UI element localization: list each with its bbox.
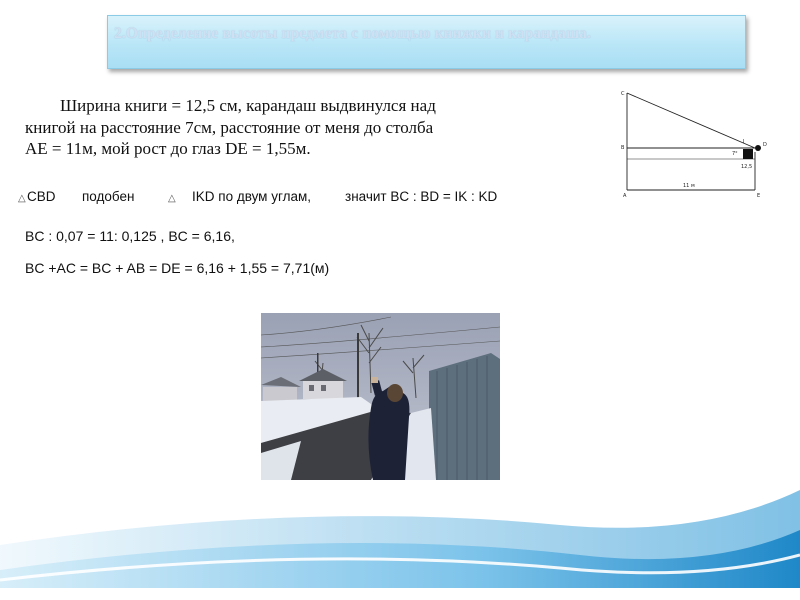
calculation-2: BC +AC = BC + AB = DE = 6,16 + 1,55 = 7,71(м) (25, 260, 330, 276)
triangle-icon: △ (18, 193, 26, 204)
decorative-wave (0, 470, 800, 600)
label-a: A (623, 193, 627, 199)
book-icon (743, 149, 753, 159)
problem-line-2: книгой на расстояние 7см, расстояние от меня до столба (25, 117, 434, 137)
problem-line-1: Ширина книги = 12,5 см, карандаш выдвинулся над (60, 96, 436, 115)
slide-title: 2.Определение высоты предмета с помощью книжки и карандаша. (114, 25, 592, 42)
triangle-ikd: IKD по двум углам, (192, 189, 312, 204)
title-banner (107, 15, 746, 69)
label-e: E (757, 193, 761, 199)
calculation-1: BC : 0,07 = 11: 0,125 , BC = 6,16, (25, 228, 235, 244)
field-photo (261, 313, 500, 480)
label-angle: 7° (732, 151, 738, 157)
geometry-diagram (615, 86, 775, 201)
problem-line-3: АЕ = 11м, мой рост до глаз DE = 1,55м. (25, 139, 311, 158)
ratio-statement: значит BC : BD = IK : KD (345, 189, 498, 204)
label-b: B (621, 145, 625, 151)
label-distance: 11 м (683, 183, 695, 189)
label-i: I (743, 139, 745, 145)
label-d: D (763, 142, 767, 148)
triangle-icon: △ (168, 193, 176, 204)
problem-text (25, 95, 525, 160)
label-book-width: 12,5 (741, 164, 753, 170)
eye-point (755, 145, 761, 151)
similar-word: подобен (82, 189, 135, 204)
triangle-cbd: CBD (27, 189, 56, 204)
label-c: C (621, 91, 625, 97)
